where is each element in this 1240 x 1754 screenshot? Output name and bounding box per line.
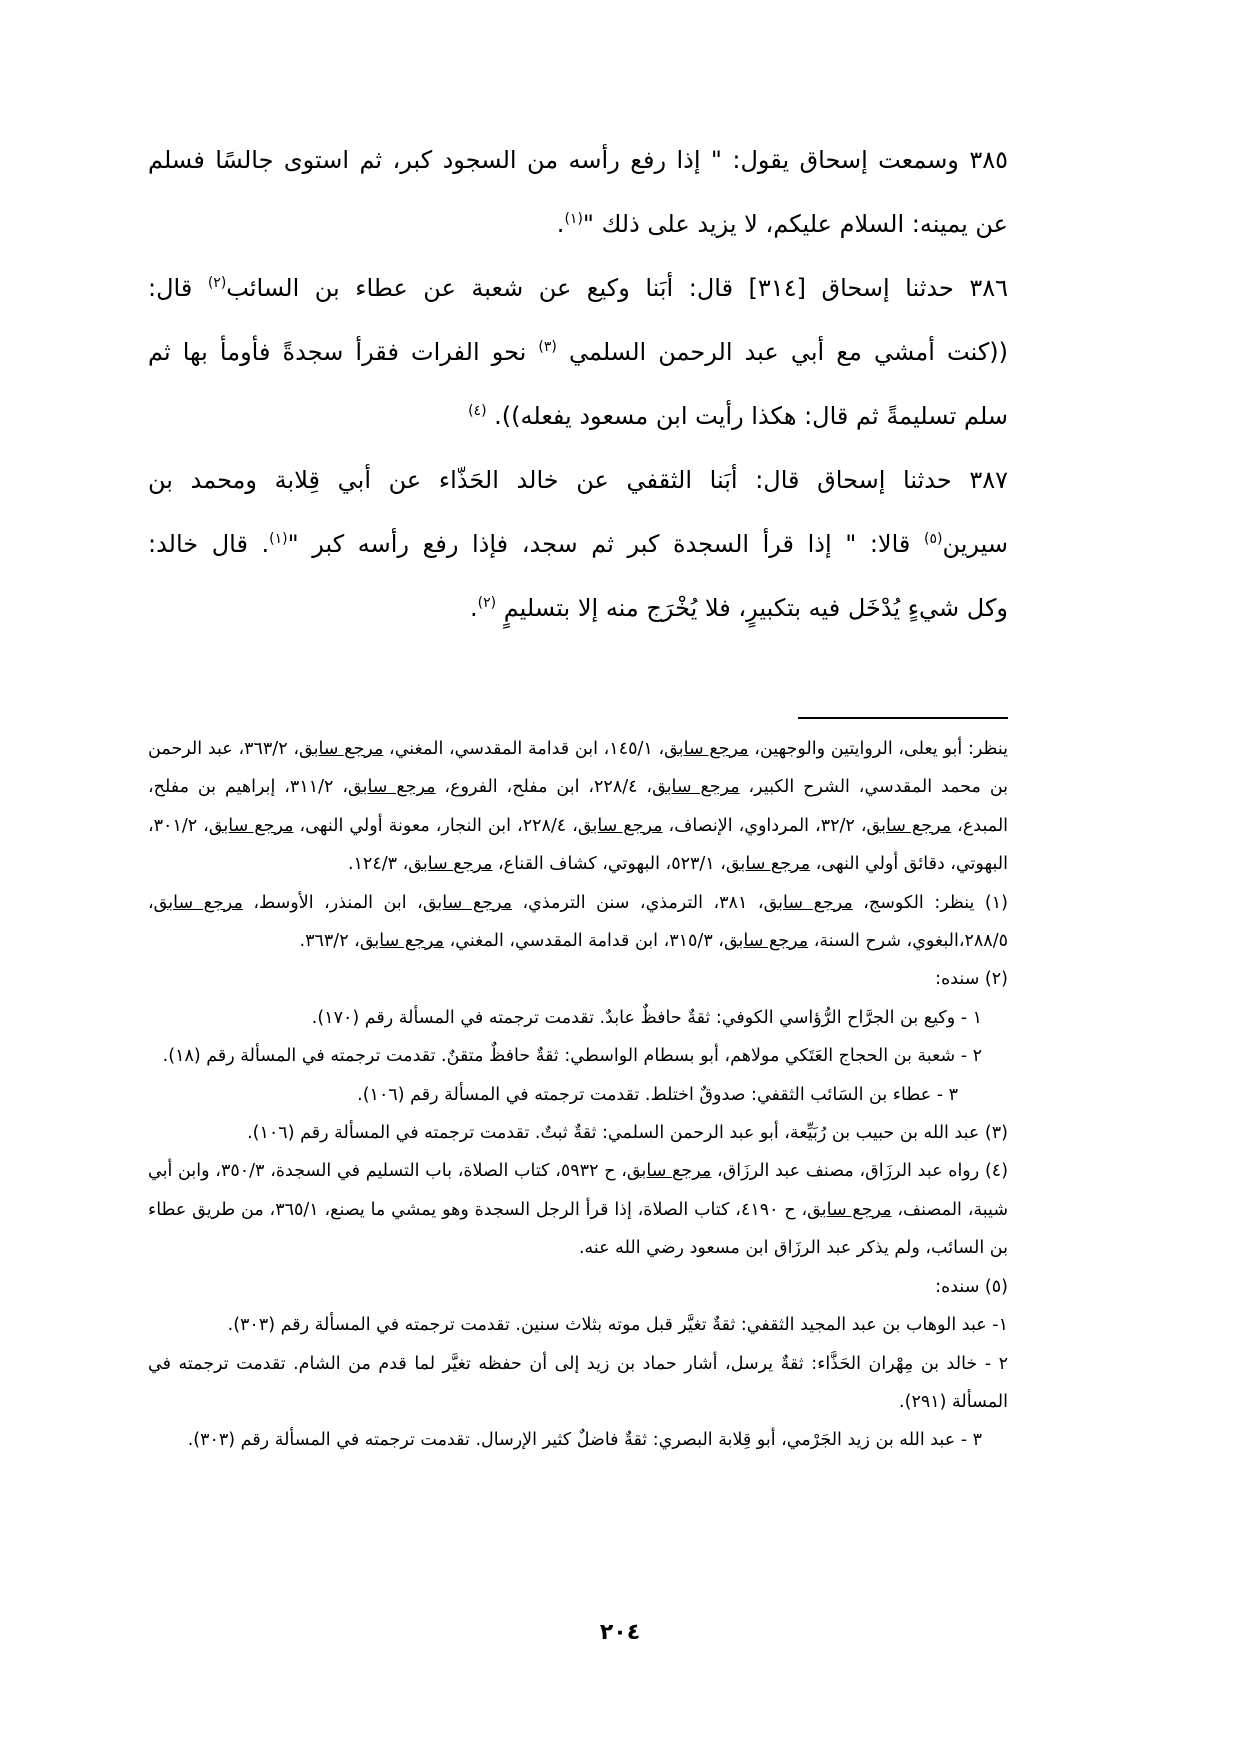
reference-link: مرجع سابق bbox=[153, 892, 243, 913]
footnote-5-item-1: ١- عبد الوهاب بن عبد المجيد الثقفي: ثقةٌ تغيَّر قبل موته بثلاث سنين. تقدمت ترجمته في المسألة رقم (٣٠٣). bbox=[227, 1315, 1008, 1336]
issue-386-line-1: ٣٨٦ حدثنا إسحاق [٣١٤] قال: أبَنا وكيع عن شعبة عن عطاء بن السائب$^{(٢)}$ قال: bbox=[148, 274, 1008, 302]
reference-link: مرجع سابق bbox=[626, 1161, 712, 1182]
footnote-ref: (٤) bbox=[468, 403, 487, 419]
footnotes bbox=[148, 730, 1008, 1460]
footnote-2-heading: (٢) سنده: bbox=[935, 969, 1008, 990]
reference-link: مرجع سابق bbox=[359, 931, 445, 952]
reference-link: مرجع سابق bbox=[577, 815, 663, 836]
footnote-separator bbox=[798, 717, 1008, 719]
footnote-4: (٤) رواه عبد الرزَاق، مصنف عبد الرزَاق، مرجع سابق، ح ٥٩٣٢، كتاب الصلاة، باب التسليم في السجدة، ٣٥٠/٣، وابن أبي شيبة، المصنف، مرجع سابق، ح ٤١٩٠، كتاب الصلاة، إذا قرأ الرجل السجدة وهو يمشي ما يصنع، ٣٦٥/١، من طريق عطاء بن السائب، ولم يذكر عبد الرزَاق ابن مسعود رضي الله عنه. bbox=[148, 1161, 1009, 1259]
footnote-5-item-2: ٢ - خالد بن مِهْران الحَذَّاء: ثقةٌ يرسل، أشار حماد بن زيد إلى أن حفظه تغيَّر لما قدم من الشام. تقدمت ترجمته في المسألة (٢٩١). bbox=[148, 1353, 1008, 1412]
reference-link: مرجع سابق bbox=[208, 815, 294, 836]
main-text bbox=[148, 128, 1008, 640]
reference-link: مرجع سابق bbox=[652, 777, 740, 798]
reference-link: مرجع سابق bbox=[807, 1199, 892, 1220]
footnote-ref: (١) bbox=[564, 211, 583, 227]
issue-386-line-3: سلم تسليمةً ثم قال: هكذا رأيت ابن مسعود يفعله)). $^{(٤)}$ bbox=[468, 402, 1008, 430]
reference-link: مرجع سابق bbox=[298, 739, 384, 759]
page-number: ٢٠٤ bbox=[599, 1620, 641, 1645]
footnote-2-item-2: ٢ - شعبة بن الحجاج العَتَكي مولاهم، أبو بسطام الواسطي: ثقةٌ حافظٌ متقنٌ. تقدمت ترجمته في المسألة رقم (١٨). bbox=[162, 1046, 982, 1067]
reference-link: مرجع سابق bbox=[422, 892, 512, 913]
footnote-3: (٣) عبد الله بن حبيب بن رُبَيِّعة، أبو عبد الرحمن السلمي: ثقةٌ ثبتٌ. تقدمت ترجمته في المسألة رقم (١٠٦). bbox=[247, 1123, 1008, 1144]
issue-387-line-2: سيرين$^{(٥)}$ قالا: " إذا قرأ السجدة كبر ثم سجد، فإذا رفع رأسه كبر "$^{(١)}$. قال خالد: bbox=[148, 530, 1008, 558]
footnote-5-heading: (٥) سنده: bbox=[935, 1276, 1008, 1297]
reference-link: مرجع سابق bbox=[408, 854, 493, 875]
reference-link: مرجع سابق bbox=[866, 815, 952, 836]
footnote-ref: (٢) bbox=[477, 595, 497, 611]
reference-link: مرجع سابق bbox=[347, 777, 436, 798]
footnote-2-item-1: ١ - وكيع بن الجرَّاح الرُّؤاسي الكوفي: ثقةٌ حافظٌ عابدٌ. تقدمت ترجمته في المسألة رقم (١٧٠). bbox=[311, 1007, 982, 1028]
reference-link: مرجع سابق bbox=[664, 739, 749, 759]
issue-385-line-2: عن يمينه: السلام عليكم، لا يزيد على ذلك "$^{(١)}$. bbox=[556, 210, 1008, 238]
footnote-ref: (١) bbox=[269, 531, 288, 547]
issue-386-line-2: ((كنت أمشي مع أبي عبد الرحمن السلمي $^{(٣)}$ نحو الفرات فقرأ سجدةً فأومأ بها ثم bbox=[148, 338, 1008, 366]
footnote-1: (١) ينظر: الكوسج، مرجع سابق، ٣٨١، الترمذي، سنن الترمذي، مرجع سابق، ابن المنذر، الأوسط، مرجع سابق، ٢٨٨/٥،البغوي، شرح السنة، مرجع سابق، ٣١٥/٣، ابن قدامة المقدسي، المغني، مرجع سابق، ٣٦٣/٢. bbox=[148, 892, 1008, 952]
issue-387-line-1: ٣٨٧ حدثنا إسحاق قال: أبَنا الثقفي عن خالد الحَذّاء عن أبي قِلابة ومحمد بن bbox=[148, 466, 1008, 494]
reference-link: مرجع سابق bbox=[723, 931, 809, 952]
footnote-5-item-3: ٣ - عبد الله بن زيد الجَرْمي، أبو قِلابة البصري: ثقةٌ فاضلٌ كثير الإرسال. تقدمت ترجمته في المسألة رقم (٣٠٣). bbox=[187, 1430, 982, 1451]
footnote-ref: (٣) bbox=[538, 339, 557, 355]
reference-link: مرجع سابق bbox=[763, 892, 853, 913]
reference-link: مرجع سابق bbox=[725, 854, 811, 875]
footnote-2-item-3: ٣ - عطاء بن السَائب الثقفي: صدوقٌ اختلط. تقدمت ترجمته في المسألة رقم (١٠٦). bbox=[357, 1084, 958, 1105]
footnote-ref: (٥) bbox=[923, 531, 943, 547]
footnote-ref: (٢) bbox=[207, 275, 227, 291]
issue-385-line-1: ٣٨٥ وسمعت إسحاق يقول: " إذا رفع رأسه من السجود كبر، ثم استوى جالسًا فسلم bbox=[148, 146, 1008, 174]
footnote-continued: ينظر: أبو يعلى، الروايتين والوجهين، مرجع سابق، ١٤٥/١، ابن قدامة المقدسي، المغني، مرجع سابق، ٣٦٣/٢، عبد الرحمن بن محمد المقدسي، الشرح الكبير، مرجع سابق، ٢٢٨/٤، ابن مفلح، الفروع، مرجع سابق، ٣١١/٢، إبراهيم بن مفلح، المبدع، مرجع سابق، ٣٢/٢، المرداوي، الإنصاف، مرجع سابق، ٢٢٨/٤، ابن النجار، معونة أولي النهى، مرجع سابق، ٣٠١/٢، البهوتي، دقائق أولي النهى، مرجع سابق، ٥٢٣/١، البهوتي، كشاف القناع، مرجع سابق، ١٢٤/٣. bbox=[148, 739, 1009, 875]
issue-387-line-3: وكل شيءٍ يُدْخَل فيه بتكبيرٍ، فلا يُخْرَج منه إلا بتسليمٍ $^{(٢)}$. bbox=[469, 594, 1008, 622]
